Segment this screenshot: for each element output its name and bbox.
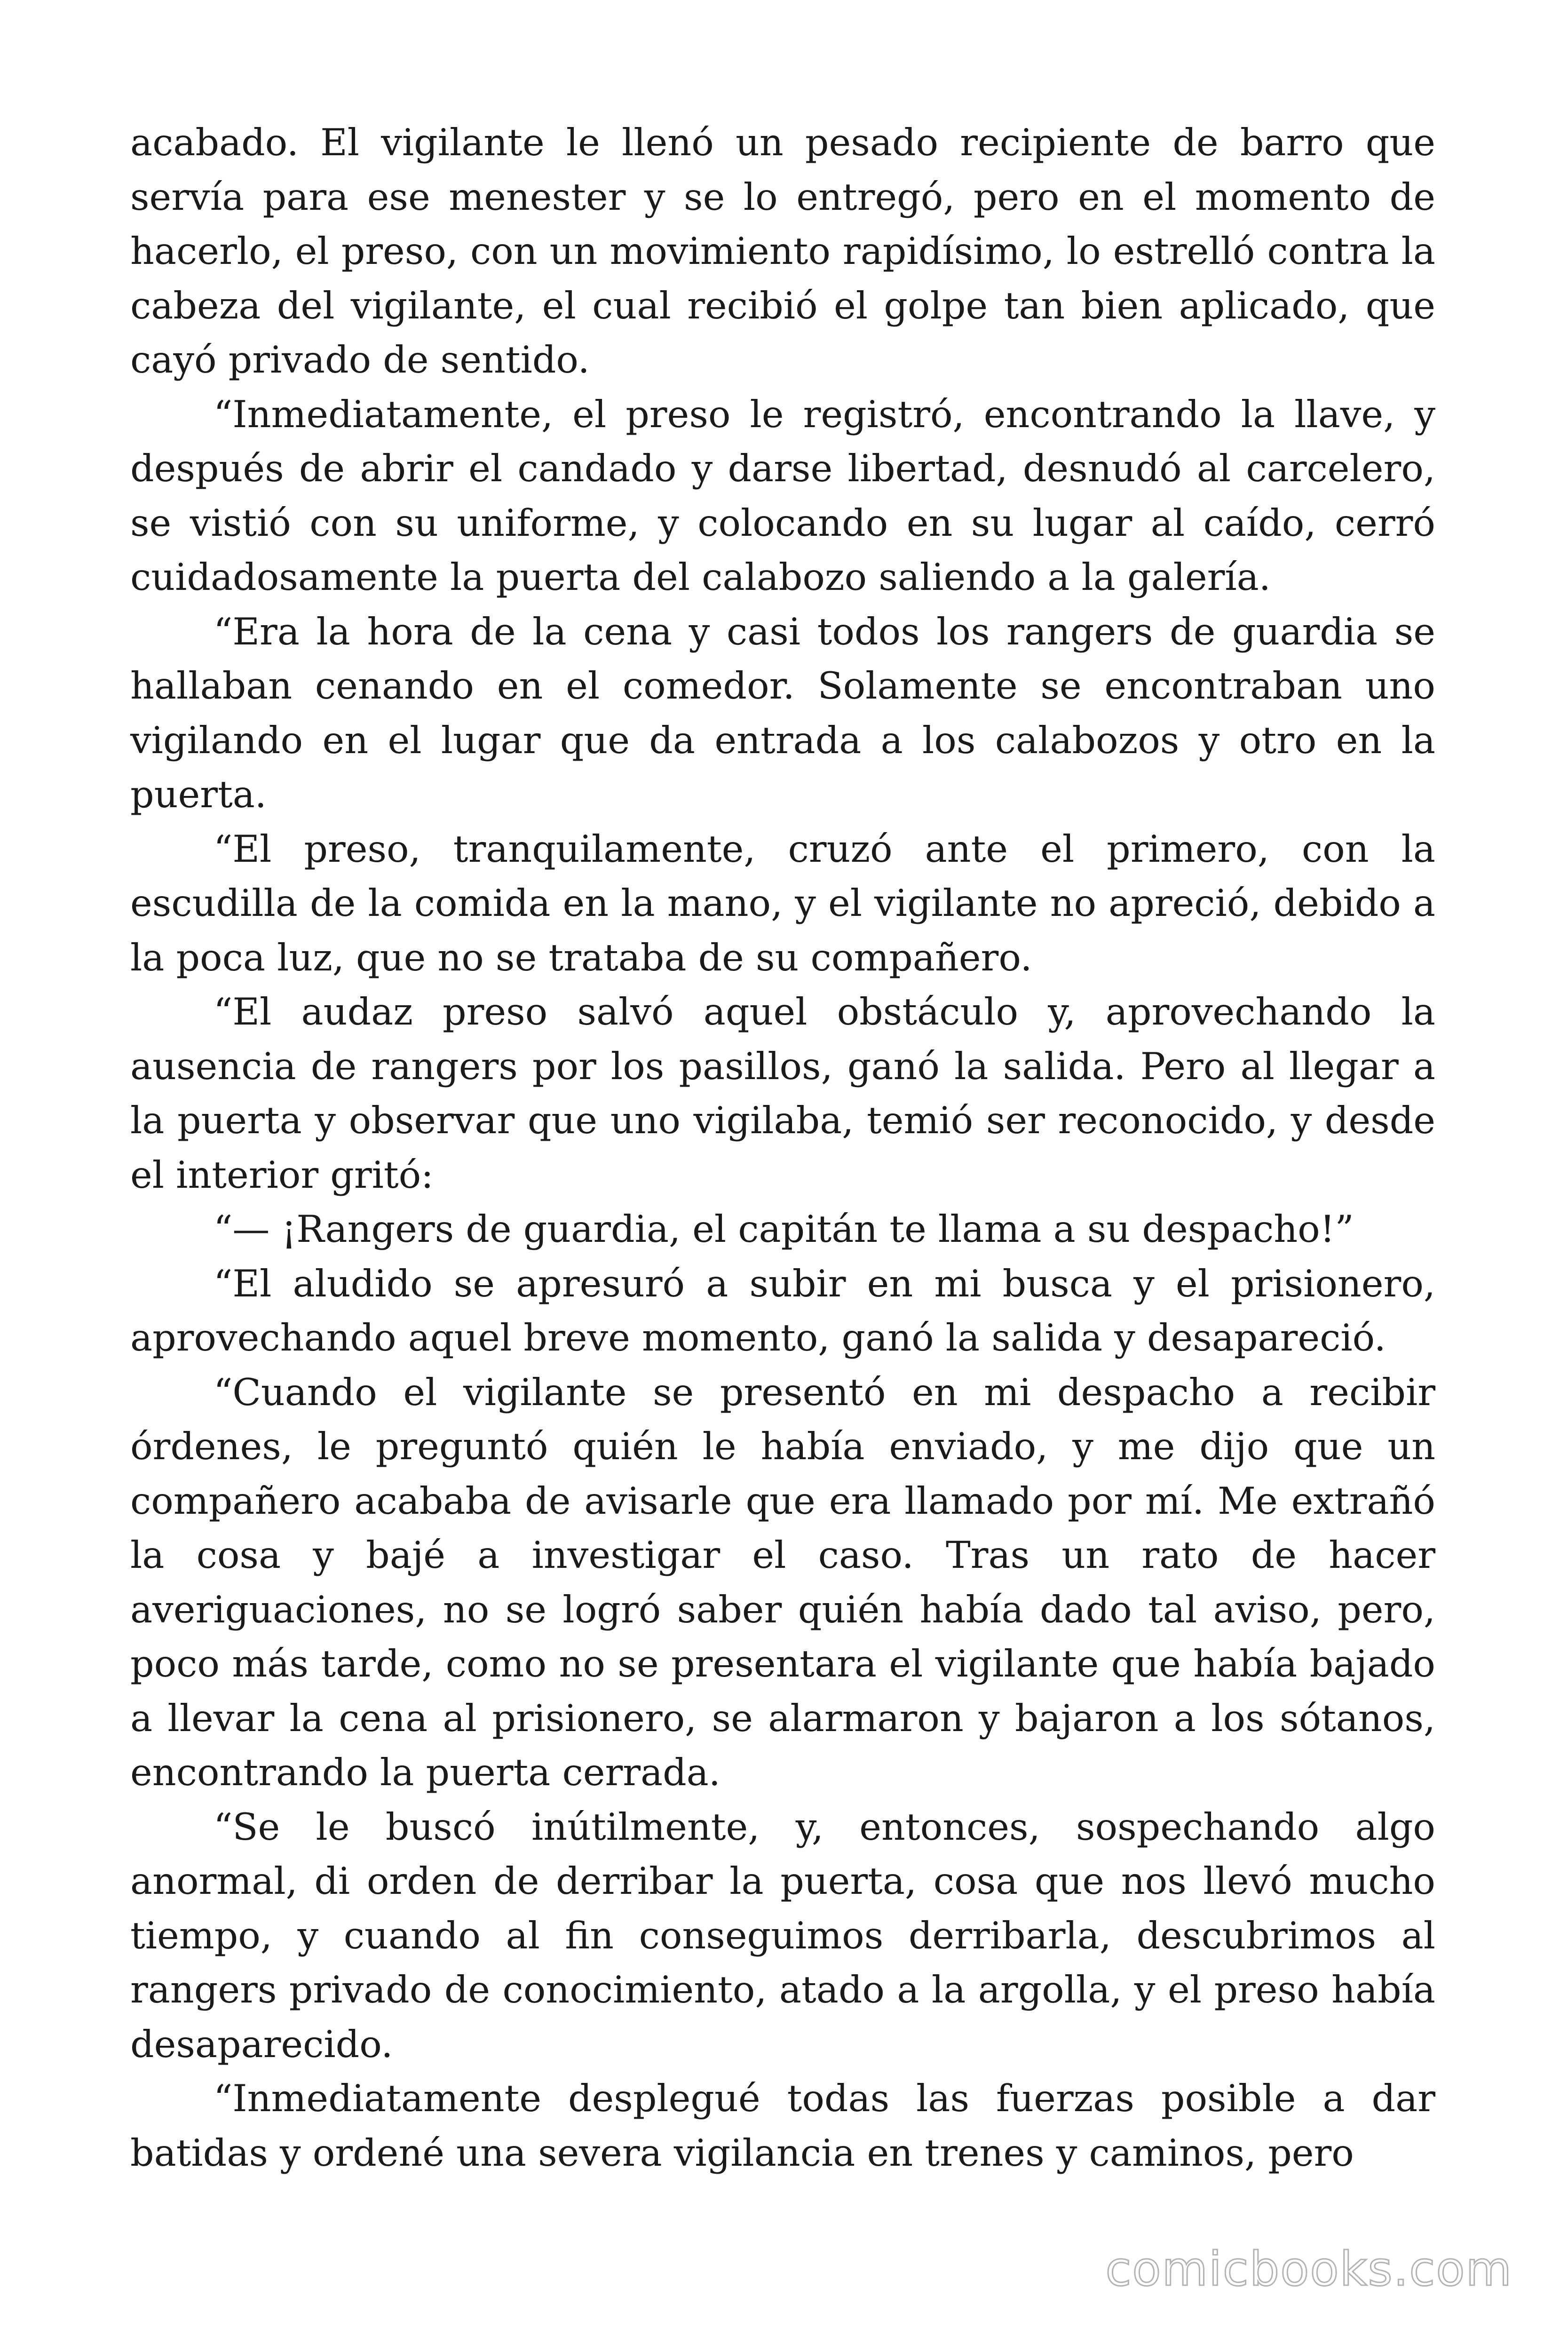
- watermark: comicbooks.com: [1105, 2241, 1513, 2296]
- paragraph-10: “Inmediatamente desplegué todas las fuerzas posible a dar batidas y ordené una severa vigilancia en trenes y caminos, pero: [130, 2077, 1435, 2175]
- book-page-text: [130, 116, 1435, 2180]
- paragraph-2: “Inmediatamente, el preso le registró, encontrando la llave, y después de abrir el candado y darse libertad, desnudó al carcelero, se vistió con su uniforme, y colocando en su lugar al caído, cerró cuidadosamente la puerta del calabozo saliendo a la galería.: [130, 392, 1435, 599]
- paragraph-8: “Cuando el vigilante se presentó en mi despacho a recibir órdenes, le preguntó quién le había enviado, y me dijo que un compañero acababa de avisarle que era llamado por mí. Me extrañó la cosa y bajé a investigar el caso. Tras un rato de hacer averiguaciones, no se logró saber quién había dado tal aviso, pero, poco más tarde, como no se presentara el vigilante que había bajado a llevar la cena al prisionero, se alarmaron y bajaron a los sótanos, encontrando la puerta cerrada.: [130, 1370, 1435, 1794]
- paragraph-7: “El aludido se apresuró a subir en mi busca y el prisionero, aprovechando aquel breve momento, ganó la salida y desapareció.: [130, 1262, 1435, 1359]
- paragraph-5: “El audaz preso salvó aquel obstáculo y, aprovechando la ausencia de rangers por los pasillos, ganó la salida. Pero al llegar a la puerta y observar que uno vigilaba, temió ser reconocido, y desde el interior gritó:: [130, 990, 1435, 1197]
- paragraph-9: “Se le buscó inútilmente, y, entonces, sospechando algo anormal, di orden de derribar la puerta, cosa que nos llevó mucho tiempo, y cuando al fin conseguimos derribarla, descubrimos al rangers privado de conocimiento, atado a la argolla, y el preso había desaparecido.: [130, 1805, 1435, 2066]
- paragraph-6: “— ¡Rangers de guardia, el capitán te llama a su despacho!”: [214, 1208, 1354, 1251]
- paragraph-3: “Era la hora de la cena y casi todos los rangers de guardia se hallaban cenando en el comedor. Solamente se encontraban uno vigilando en el lugar que da entrada a los calabozos y otro en la puerta.: [130, 610, 1435, 816]
- paragraph-1: acabado. El vigilante le llenó un pesado recipiente de barro que servía para ese menester y se lo entregó, pero en el momento de hacerlo, el preso, con un movimiento rapidísimo, lo estrelló contra la cabeza del vigilante, el cual recibió el golpe tan bien aplicado, que cayó privado de sentido.: [130, 121, 1435, 381]
- paragraph-4: “El preso, tranquilamente, cruzó ante el primero, con la escudilla de la comida en la mano, y el vigilante no apreció, debido a la poca luz, que no se trataba de su compañero.: [130, 827, 1435, 979]
